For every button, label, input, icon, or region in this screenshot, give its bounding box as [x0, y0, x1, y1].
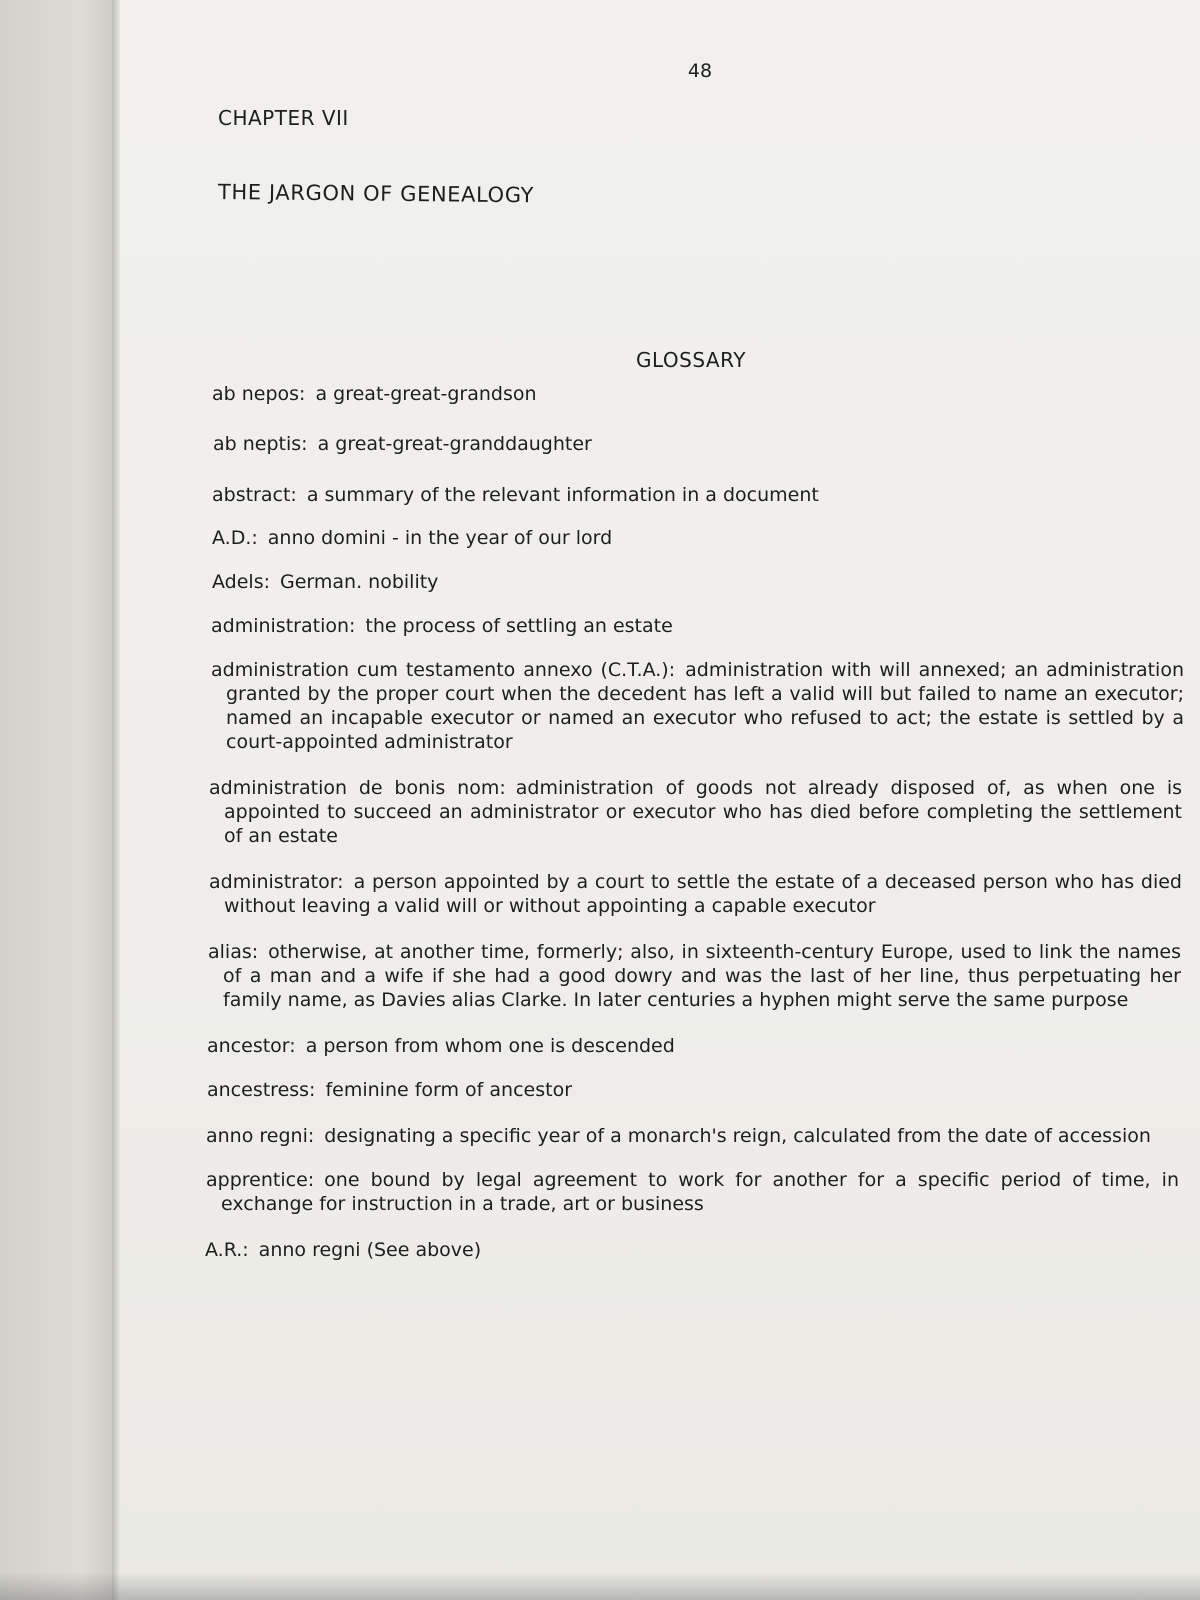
bottom-shadow	[0, 1572, 1200, 1600]
glossary-entry	[207, 1034, 1180, 1058]
glossary-entry	[211, 658, 1184, 754]
entry-definition: one bound by legal agreement to work for another for a specific period of time, in exchange for instruction in a trade, art or business	[221, 1169, 1179, 1215]
glossary-entry	[211, 614, 866, 638]
entry-definition: feminine form of ancestor	[325, 1079, 573, 1101]
entry-definition: a person appointed by a court to settle the estate of a deceased person who has died without leaving a valid will or without appointing a capable executor	[224, 871, 1182, 917]
glossary-entry	[208, 940, 1181, 1012]
entry-definition: German. nobility	[280, 571, 439, 593]
entry-term: ancestress:	[207, 1079, 316, 1101]
entry-definition: designating a specific year of a monarch's reign, calculated from the date of accession	[324, 1125, 1151, 1147]
entry-definition: administration with will annexed; an administration granted by the proper court when the decedent has left a valid will but failed to name an executor; named an incapable executor or named an executor who refused to act; the estate is settled by a court-appointed administrator	[226, 659, 1184, 753]
entry-definition: anno domini - in the year of our lord	[267, 527, 613, 549]
chapter-title: THE JARGON OF GENEALOGY	[217, 180, 535, 208]
glossary-entry	[209, 776, 1182, 848]
glossary-heading: GLOSSARY	[636, 348, 746, 372]
entry-term: administration cum testamento annexo (C.T.A.):	[211, 659, 676, 681]
entry-term: administration:	[211, 615, 356, 637]
entry-term: anno regni:	[206, 1125, 315, 1147]
glossary-entry	[212, 570, 827, 594]
entry-definition: a summary of the relevant information in a document	[306, 484, 819, 506]
chapter-label: CHAPTER VII	[218, 106, 349, 130]
entry-term: A.D.:	[212, 527, 258, 549]
glossary-entry	[206, 1124, 1179, 1148]
entry-definition: otherwise, at another time, formerly; also, in sixteenth-century Europe, used to link the names of a man and a wife if she had a good dowry and was the last of her line, thus perpetuating her family name, as Davies alias Clarke. In later centuries a hyphen might serve the same purpose	[223, 941, 1181, 1011]
entry-definition: the process of settling an estate	[365, 615, 673, 637]
glossary-entry	[206, 1168, 1179, 1216]
entry-term: Adels:	[212, 571, 270, 593]
entry-term: ancestor:	[207, 1035, 296, 1057]
glossary-entry	[212, 382, 827, 406]
glossary-entry	[209, 870, 1182, 918]
entry-term: apprentice:	[206, 1169, 315, 1191]
entry-term: ab neptis:	[213, 433, 308, 455]
glossary-entry	[205, 1238, 820, 1262]
entry-definition: a great-great-granddaughter	[317, 433, 592, 455]
glossary-entry	[212, 526, 827, 550]
glossary-entry	[207, 1078, 1180, 1102]
glossary-entry	[212, 483, 1027, 507]
entry-definition: administration of goods not already disposed of, as when one is appointed to succeed an administrator or executor who has died before completing the settlement of an estate	[224, 777, 1183, 847]
entry-term: alias:	[208, 941, 259, 963]
glossary-list	[205, 382, 1184, 1262]
page-number: 48	[687, 60, 713, 82]
entry-term: administration de bonis nom:	[209, 777, 506, 799]
entry-term: ab nepos:	[212, 383, 306, 405]
entry-term: abstract:	[212, 484, 297, 506]
entry-definition: a great-great-grandson	[315, 383, 537, 405]
left-background	[0, 0, 118, 1600]
entry-definition: anno regni (See above)	[258, 1239, 482, 1261]
entry-definition: a person from whom one is descended	[305, 1035, 675, 1057]
page-edge	[112, 0, 120, 1600]
entry-term: administrator:	[209, 871, 344, 893]
glossary-entry	[213, 432, 848, 456]
entry-term: A.R.:	[205, 1239, 249, 1261]
